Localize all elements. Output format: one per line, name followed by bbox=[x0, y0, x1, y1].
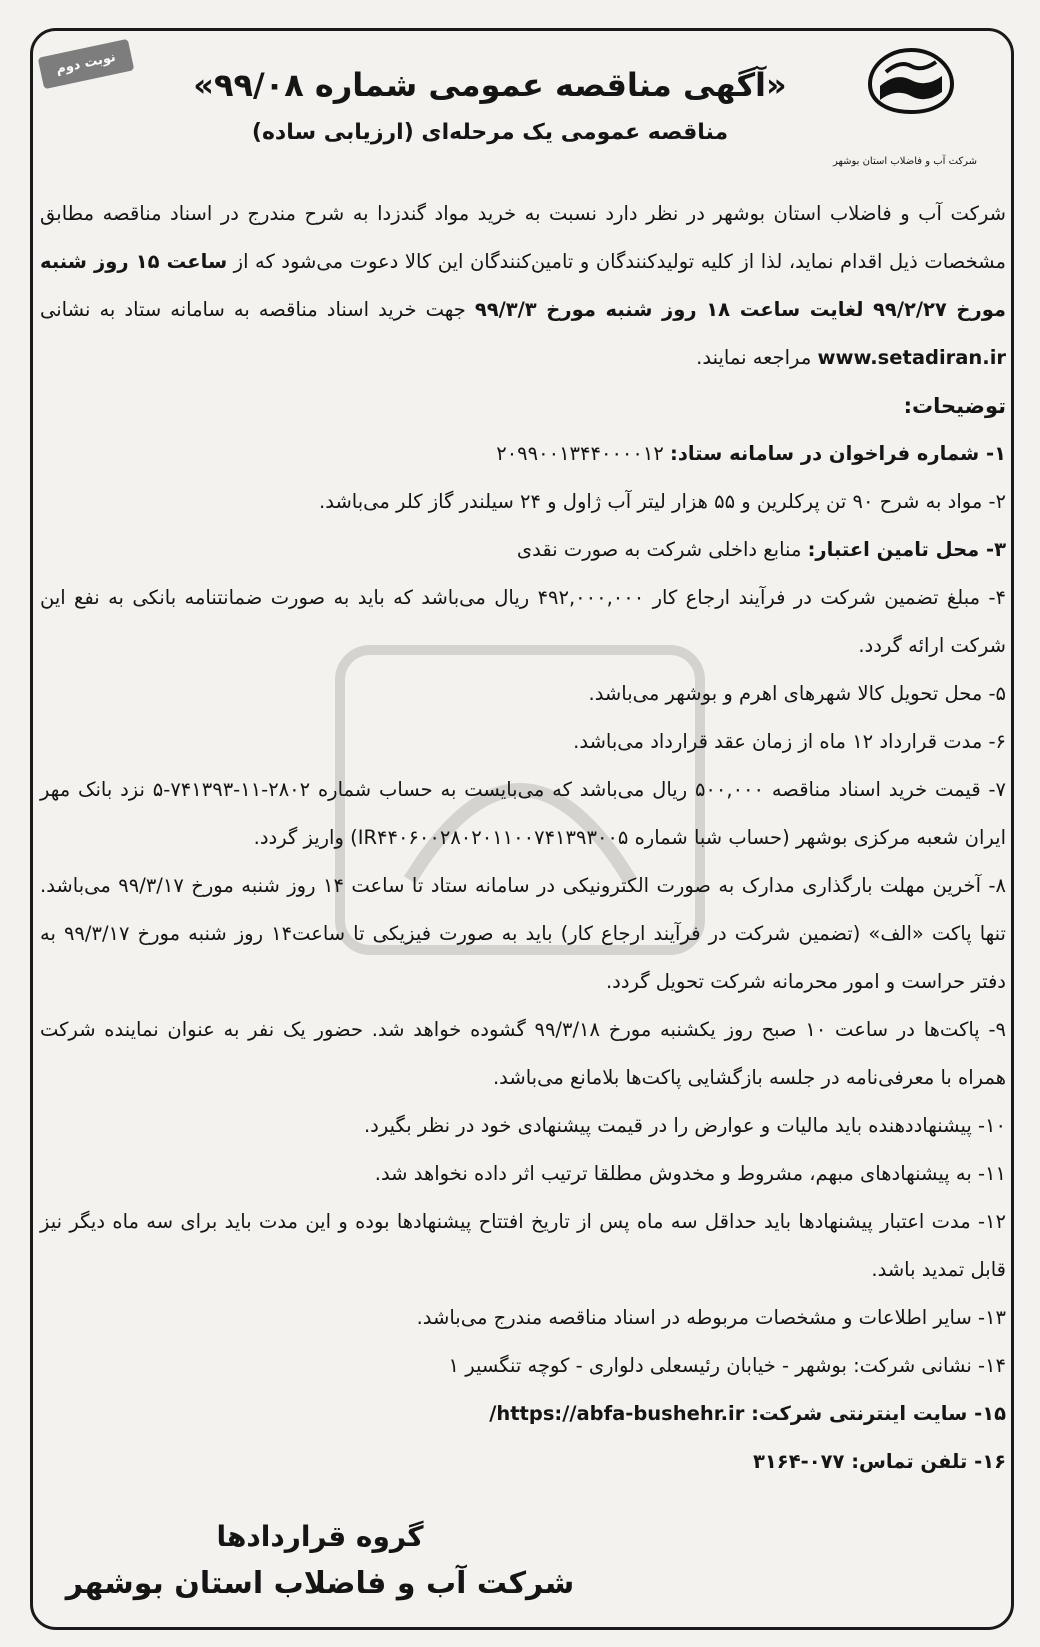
list-item: ۹- پاکت‌ها در ساعت ۱۰ صبح روز یکشنبه مورخ ۹۹/۳/۱۸ گشوده خواهد شد. حضور یک نفر به عنوان نماینده شرکت همراه با معرفی‌نامه در جلسه بازگشایی پاکت‌ها بلامانع می‌باشد. bbox=[40, 1018, 1006, 1089]
list-item: ۱۶- تلفن تماس: ۰۷۷-۳۱۶۴ bbox=[753, 1450, 1006, 1473]
signature-company: شرکت آب و فاضلاب استان بوشهر bbox=[65, 1566, 575, 1601]
list-item: ۸- آخرین مهلت بارگذاری مدارک به صورت الکترونیکی در سامانه ستاد تا ساعت ۱۴ روز شنبه مورخ ۹۹/۳/۱۷ می‌باشد. تنها پاکت «الف» (تضمین شرکت در فرآیند ارجاع کار) باید به صورت فیزیکی تا ساعت۱۴ روز شنبه مورخ ۹۹/۳/۱۷ به دفتر حراست و امور محرمانه شرکت تحویل گردد. bbox=[40, 874, 1006, 993]
signature-group: گروه قراردادها bbox=[216, 1520, 424, 1553]
list-item: ۱۰- پیشنهاددهنده باید مالیات و عوارض را در قیمت پیشنهادی خود در نظر بگیرد. bbox=[363, 1114, 1006, 1137]
intro-text-3: جهت خرید اسناد مناقصه به سامانه ستاد به نشانی bbox=[40, 298, 466, 321]
list-item: ۲- مواد به شرح ۹۰ تن پرکلرین و ۵۵ هزار لیتر آب ژاول و ۲۴ سیلندر گاز کلر می‌باشد. bbox=[319, 490, 1006, 513]
intro-text-4: مراجعه نمایند. bbox=[696, 346, 812, 369]
list-item: ۴- مبلغ تضمین شرکت در فرآیند ارجاع کار ۴۹۲,۰۰۰,۰۰۰ ریال می‌باشد که باید به صورت ضمانتنامه بانکی به نفع این شرکت ارائه گردد. bbox=[40, 586, 1006, 657]
intro-text-1: شرکت آب و فاضلاب استان بوشهر در نظر دارد نسبت به خرید مواد گندزدا به شرح مندرج در اسناد مناقصه مطابق مشخصات ذیل اقدام نماید، لذا از کلیه تولیدکنندگان و تامین‌کنندگان این کالا دعوت می‌شود که از bbox=[40, 202, 1006, 273]
notes-header: توضیحات: bbox=[903, 394, 1006, 418]
intro-dates: ساعت ۱۵ روز شنبه مورخ ۹۹/۲/۲۷ لغایت ساعت ۱۸ روز شنبه مورخ ۹۹/۳/۳ bbox=[40, 250, 1006, 321]
intro-paragraph bbox=[40, 190, 1006, 382]
list-item: ۱۳- سایر اطلاعات و مشخصات مربوطه در اسناد مناقصه مندرج می‌باشد. bbox=[416, 1306, 1006, 1329]
notice-body bbox=[40, 190, 1006, 1486]
list-item: ۷- قیمت خرید اسناد مناقصه ۵۰۰,۰۰۰ ریال می‌باشد که می‌بایست به حساب شماره ۲۸۰۲-۱۱-۷۴۱۳۹۳-۵ نزد بانک مهر ایران شعبه مرکزی بوشهر (حساب شبا شماره IR۴۴۰۶۰۰۲۸۰۲۰۱۱۰۰۷۴۱۳۹۳۰۰۵) واریز گردد. bbox=[40, 778, 1006, 849]
notice-subtitle: مناقصه عمومی یک مرحله‌ای (ارزیابی ساده) bbox=[251, 120, 729, 145]
round-badge: نوبت دوم bbox=[38, 39, 135, 89]
list-item: ۱- شماره فراخوان در سامانه ستاد: ۲۰۹۹۰۰۱۳۴۴۰۰۰۰۱۲ bbox=[496, 442, 1006, 465]
list-item: ۳- محل تامین اعتبار: منابع داخلی شرکت به صورت نقدی bbox=[516, 538, 1006, 561]
list-item: ۵- محل تحویل کالا شهرهای اهرم و بوشهر می‌باشد. bbox=[588, 682, 1006, 705]
list-item: ۱۵- سایت اینترنتی شرکت: https://abfa-bushehr.ir/ bbox=[489, 1402, 1006, 1425]
list-item: ۱۱- به پیشنهادهای مبهم، مشروط و مخدوش مطلقا ترتیب اثر داده نخواهد شد. bbox=[374, 1162, 1006, 1185]
company-logo bbox=[866, 46, 956, 114]
list-item: ۶- مدت قرارداد ۱۲ ماه از زمان عقد قرارداد می‌باشد. bbox=[573, 730, 1006, 753]
notice-title: «آگهی مناقصه عمومی شماره ۹۹/۰۸» bbox=[193, 66, 787, 104]
list-item: ۱۲- مدت اعتبار پیشنهادها باید حداقل سه ماه پس از تاریخ افتتاح پیشنهادها بوده و این مدت باید برای سه ماه دیگر نیز قابل تمدید باشد. bbox=[40, 1210, 1006, 1281]
setad-link[interactable]: www.setadiran.ir bbox=[817, 346, 1006, 369]
company-website-link[interactable]: https://abfa-bushehr.ir/ bbox=[489, 1402, 752, 1425]
logo-caption: شرکت آب و فاضلاب استان بوشهر bbox=[832, 156, 978, 167]
list-item: ۱۴- نشانی شرکت: بوشهر - خیابان رئیسعلی دلواری - کوچه تنگسیر ۱ bbox=[448, 1354, 1006, 1377]
